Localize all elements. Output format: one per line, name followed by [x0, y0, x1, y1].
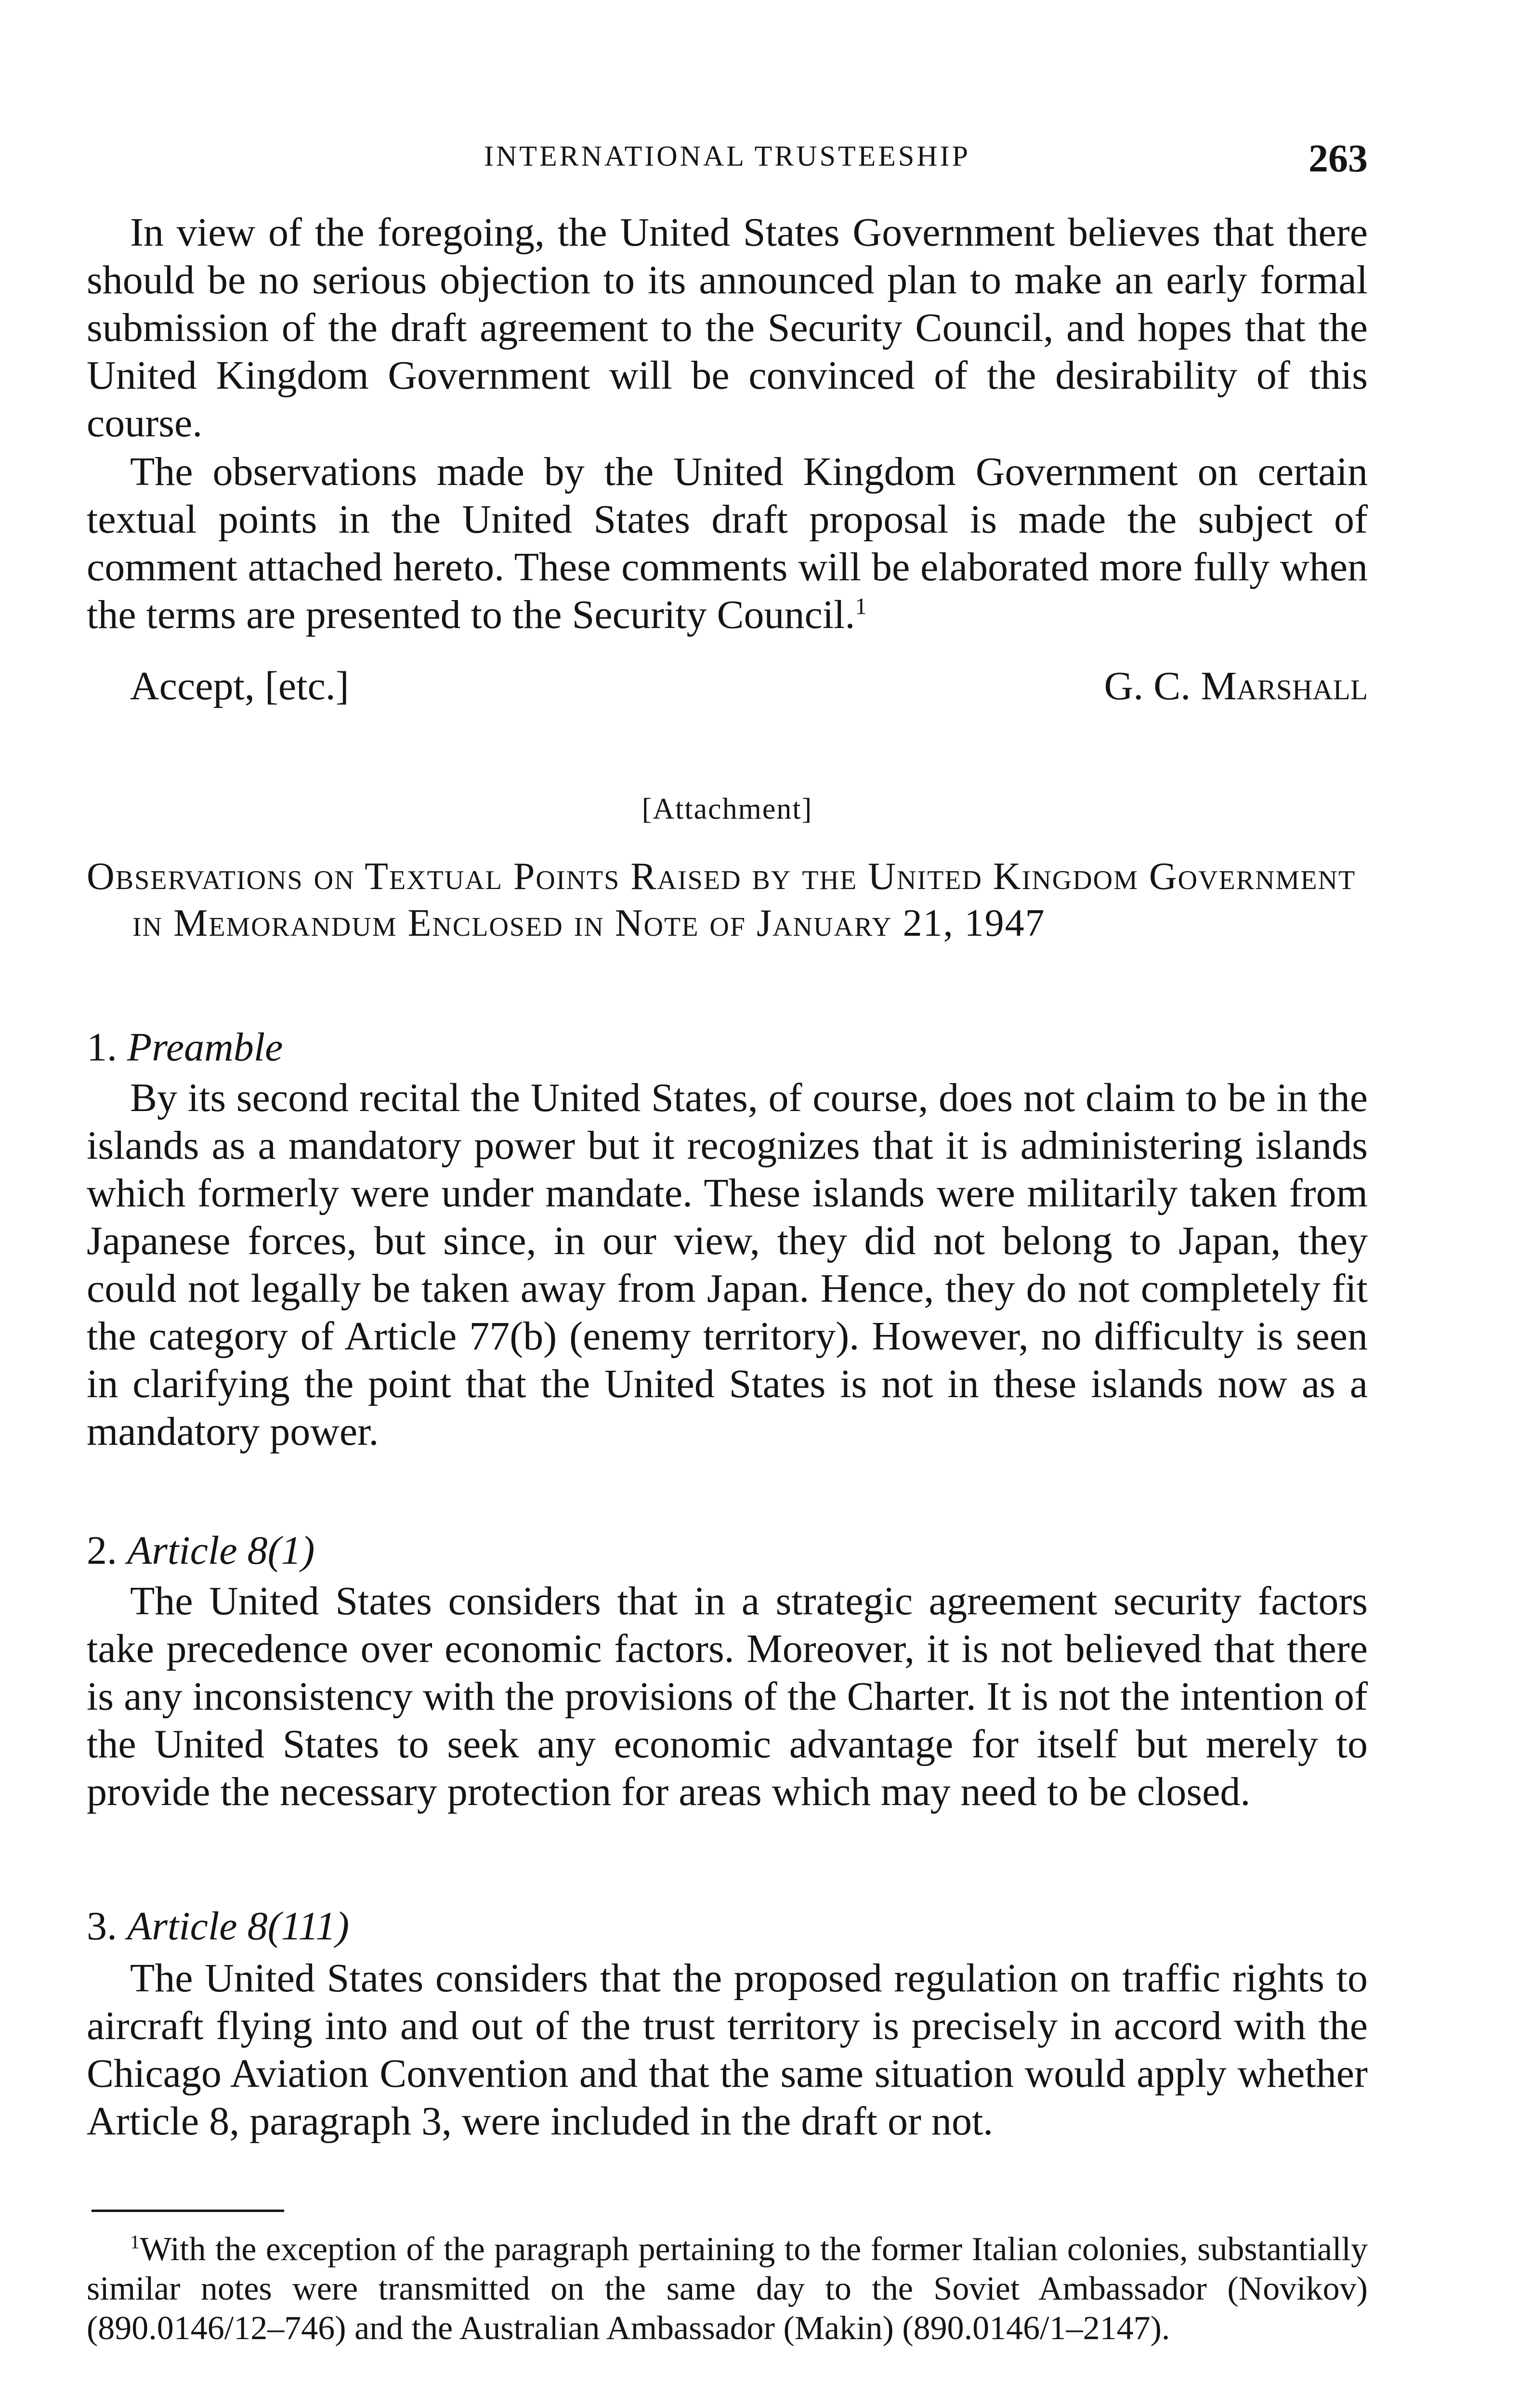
section-label: Article 8(111) [127, 1904, 350, 1949]
section-1-text: By its second recital the United States, of course, does not claim to be in the islands as a mandatory power but it recognizes that it is administering islands which formerly were under mandate. These islands were militarily taken from Japanese forces, but since, in our view, they did not belong to Japan, they could not legally be taken away from Japan. Hence, they do not completely fit the category of Article 77(b) (enemy territory). However, no difficulty is seen in clarifying the point that the United States is not in these islands now as a mandatory power. [87, 1075, 1368, 1454]
running-head [87, 136, 1368, 179]
document-page [87, 0, 1368, 2408]
section-3-text: The United States considers that the proposed regulation on traffic rights to aircraft flying into and out of the trust territory is precisely in accord with the Chicago Aviation Convention and that the same situation would apply whether Article 8, paragraph 3, were included in the draft or not. [87, 1956, 1368, 2144]
section-2-title [87, 1527, 315, 1574]
footnote [87, 2230, 1368, 2348]
section-label: Preamble [127, 1025, 283, 1070]
footnote-rule [92, 2210, 284, 2212]
section-label: Article 8(1) [127, 1528, 315, 1573]
running-title: INTERNATIONAL TRUSTEESHIP [484, 140, 970, 172]
section-2-text: The United States considers that in a strategic agreement security factors take precedence over economic factors. Moreover, it is not believed that there is any inconsistency with the provisions of the Charter. It is not the intention of the United States to seek any economic advantage for itself but merely to provide the necessary protection for areas which may need to be closed. [87, 1579, 1368, 1814]
letter-paragraph-2-text: The observations made by the United Kingdom Government on certain textual points in the United States draft proposal is made the subject of comment attached hereto. These comments will be elaborated more fully when the terms are presented to the Security Council. [87, 449, 1368, 637]
page-number: 263 [1309, 136, 1368, 180]
closing-text: Accept, [etc.] [130, 664, 349, 708]
attachment-label: [Attachment] [641, 793, 813, 825]
letter-paragraph-2 [87, 448, 1368, 639]
footnote-text: With the exception of the paragraph pertaining to the former Italian colonies, substantially similar notes were transmitted on the same day to the Soviet Ambassador (Novikov) (890.0146/12–746) and the Australian Ambassador (Makin) (890.0146/1–2147). [87, 2231, 1368, 2347]
section-number: 2. [87, 1528, 117, 1573]
footnote-reference: 1 [855, 593, 867, 619]
attachment-heading: Observations on Textual Points Raised by the United Kingdom Government in Memorandum Enclosed in Note of January 21, 1947 [87, 855, 1356, 944]
letter-paragraph-1: In view of the foregoing, the United States Government believes that there should be no serious objection to its announced plan to make an early formal submission of the draft agreement to the Security Council, and hopes that the United Kingdom Government will be convinced of the desirability of this course. [87, 210, 1368, 445]
section-3-title [87, 1902, 349, 1950]
letter-signoff [130, 662, 1368, 710]
signature: G. C. Marshall [1104, 664, 1368, 708]
section-1-title [87, 1023, 283, 1071]
footnote-mark: 1 [130, 2231, 140, 2253]
section-number: 1. [87, 1025, 117, 1070]
section-number: 3. [87, 1904, 117, 1949]
